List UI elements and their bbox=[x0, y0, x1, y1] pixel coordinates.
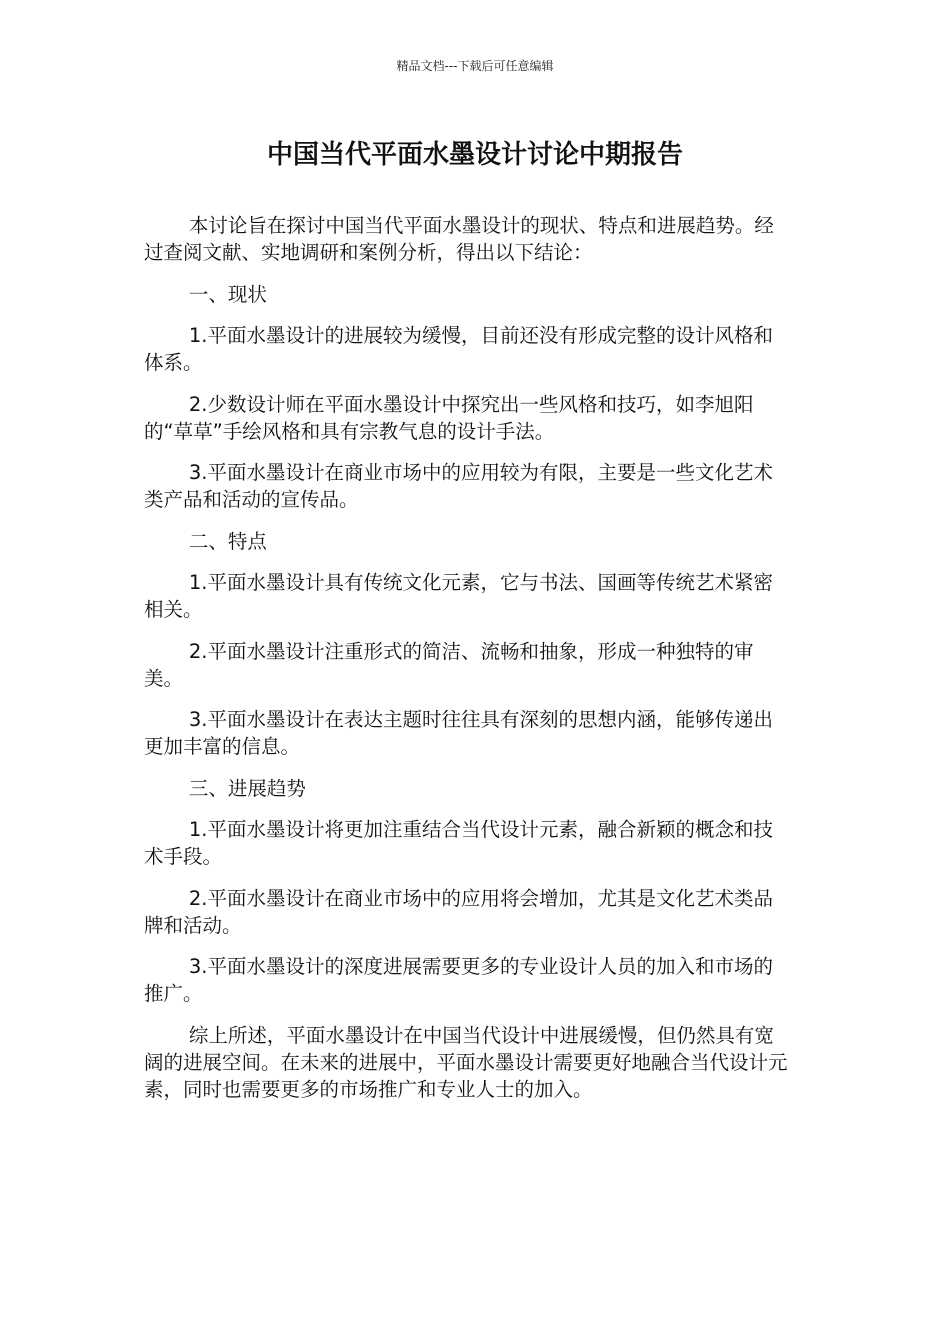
features-item-3: 3.平面水墨设计在表达主题时往往具有深刻的思想内涵，能够传递出更加丰富的信息。 bbox=[144, 708, 773, 758]
section-heading-features: 二、特点 bbox=[188, 529, 267, 553]
intro-paragraph: 本讨论旨在探讨中国当代平面水墨设计的现状、特点和进展趋势。经过查阅文献、实地调研和案例分析，得出以下结论： bbox=[144, 214, 774, 264]
status-item-1: 1.平面水墨设计的进展较为缓慢，目前还没有形成完整的设计风格和体系。 bbox=[144, 324, 773, 374]
status-item-2: 2.少数设计师在平面水墨设计中探究出一些风格和技巧，如李旭阳的“草草”手绘风格和具有宗教气息的设计手法。 bbox=[144, 392, 754, 443]
features-item-1: 1.平面水墨设计具有传统文化元素，它与书法、国画等传统艺术紧密相关。 bbox=[144, 571, 773, 621]
section-heading-status: 一、现状 bbox=[188, 282, 267, 306]
document-body bbox=[144, 212, 792, 1117]
header-note: 精品文档---下载后可任意编辑 bbox=[396, 59, 554, 73]
trends-item-2: 2.平面水墨设计在商业市场中的应用将会增加，尤其是文化艺术类品牌和活动。 bbox=[144, 886, 773, 937]
status-item-3: 3.平面水墨设计在商业市场中的应用较为有限，主要是一些文化艺术类产品和活动的宣传品。 bbox=[144, 461, 773, 511]
features-item-2: 2.平面水墨设计注重形式的简洁、流畅和抽象，形成一种独特的审美。 bbox=[144, 639, 754, 690]
conclusion-paragraph: 综上所述，平面水墨设计在中国当代设计中进展缓慢，但仍然具有宽阔的进展空间。在未来的进展中，平面水墨设计需要更好地融合当代设计元素，同时也需要更多的市场推广和专业人士的加入。 bbox=[144, 1023, 788, 1101]
trends-item-1: 1.平面水墨设计将更加注重结合当代设计元素，融合新颖的概念和技术手段。 bbox=[144, 818, 773, 868]
trends-item-3: 3.平面水墨设计的深度进展需要更多的专业设计人员的加入和市场的推广。 bbox=[144, 955, 773, 1005]
section-heading-trends: 三、进展趋势 bbox=[188, 776, 306, 800]
document-title: 中国当代平面水墨设计讨论中期报告 bbox=[266, 140, 683, 170]
